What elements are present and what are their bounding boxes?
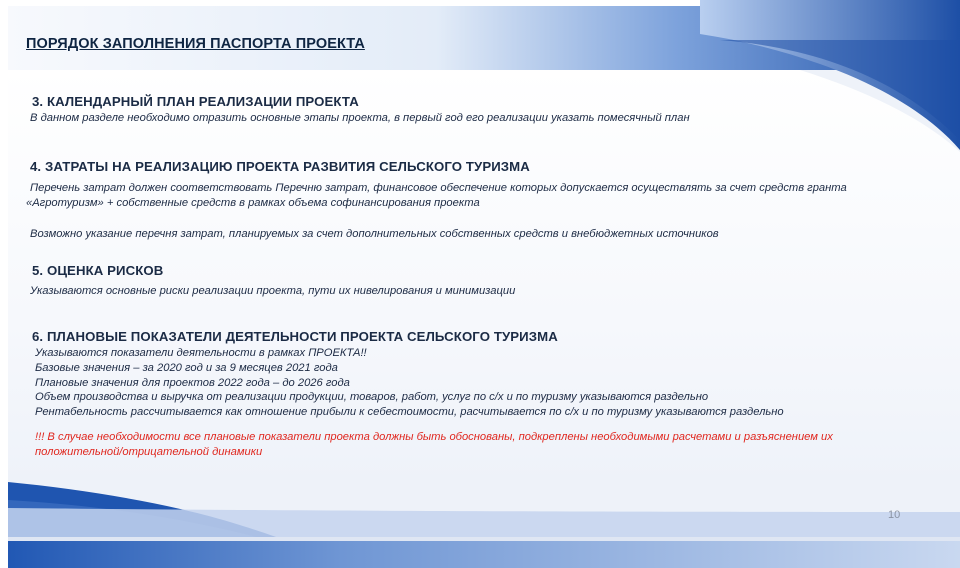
bottom-light-band xyxy=(8,508,960,537)
section-4-heading: 4. ЗАТРАТЫ НА РЕАЛИЗАЦИЮ ПРОЕКТА РАЗВИТИЯ СЕЛЬСКОГО ТУРИЗМА xyxy=(30,159,530,174)
page-number: 10 xyxy=(888,509,901,521)
bottom-stripe xyxy=(8,540,960,568)
section-5-text: Указываются основные риски реализации проекта, пути их нивелирования и минимизации xyxy=(30,285,516,297)
section-6-text-line-4: Объем производства и выручка от реализации продукции, товаров, работ, услуг по с/х и по туризму указываются раздельно xyxy=(35,391,709,403)
section-3-text: В данном разделе необходимо отразить основные этапы проекта, в первый год его реализации указать помесячный план xyxy=(30,112,690,124)
section-4-text-line-1: Перечень затрат должен соответствовать Перечню затрат, финансовое обеспечение которых допускается осуществлять за счет средств гранта xyxy=(30,182,847,194)
section-4-text-line-2: «Агротуризм» + собственные средств в рамках объема софинансирования проекта xyxy=(26,197,480,209)
section-6-note-line-1: !!! В случае необходимости все плановые показатели проекта должны быть обоснованы, подкреплены необходимыми расчетами и разъяснением их xyxy=(35,431,833,443)
section-6-text-line-3: Плановые значения для проектов 2022 года – до 2026 года xyxy=(35,377,350,389)
left-margin xyxy=(0,0,8,568)
content-panel xyxy=(8,70,960,486)
section-4-text-line-3: Возможно указание перечня затрат, планируемых за счет дополнительных собственных средств и внебюджетных источников xyxy=(30,228,719,240)
section-5-heading: 5. ОЦЕНКА РИСКОВ xyxy=(32,263,164,278)
section-6-text-line-2: Базовые значения – за 2020 год и за 9 месяцев 2021 года xyxy=(35,362,338,374)
slide-title: ПОРЯДОК ЗАПОЛНЕНИЯ ПАСПОРТА ПРОЕКТА xyxy=(26,36,365,52)
section-3-heading: 3. КАЛЕНДАРНЫЙ ПЛАН РЕАЛИЗАЦИИ ПРОЕКТА xyxy=(32,94,359,109)
section-6-note-line-2: положительной/отрицательной динамики xyxy=(35,446,263,458)
section-6-text-line-1: Указываются показатели деятельности в рамках ПРОЕКТА!! xyxy=(35,347,367,359)
section-6-text-line-5: Рентабельность рассчитывается как отношение прибыли к себестоимости, расчитывается по с/х и по туризму указываются раздельно xyxy=(35,406,784,418)
section-6-heading: 6. ПЛАНОВЫЕ ПОКАЗАТЕЛИ ДЕЯТЕЛЬНОСТИ ПРОЕКТА СЕЛЬСКОГО ТУРИЗМА xyxy=(32,329,558,344)
bottom-stripe-edge xyxy=(8,537,960,541)
